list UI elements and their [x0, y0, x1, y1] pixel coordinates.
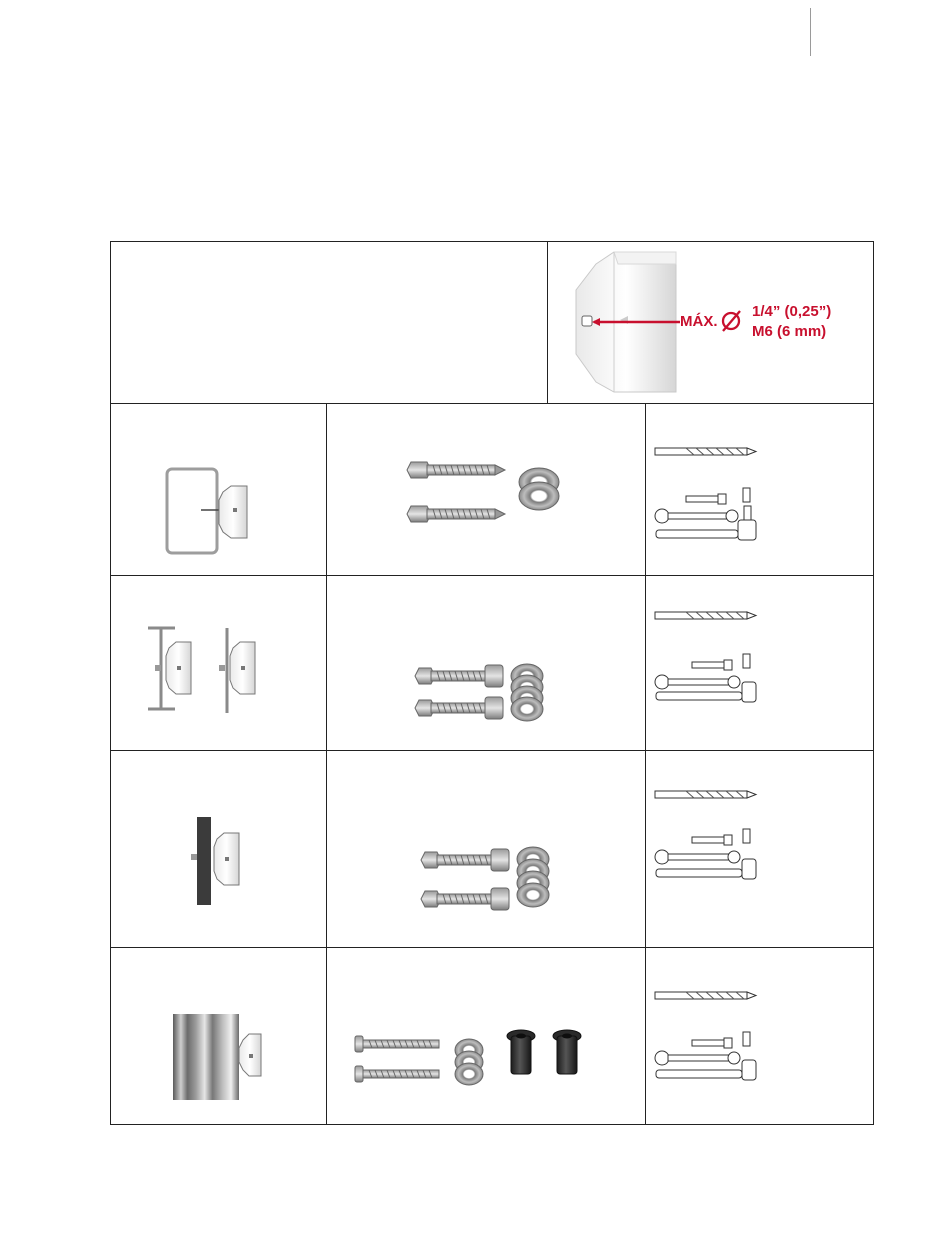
- screw-icon: [407, 462, 505, 478]
- size-imperial: 1/4” (0,25”): [752, 303, 832, 320]
- socket-icon: [686, 488, 750, 504]
- bracket-icon: [239, 1034, 261, 1076]
- bolt-icon: [355, 1066, 439, 1082]
- i-beam-mount: [111, 576, 326, 750]
- max-label: MÁX.: [680, 313, 718, 330]
- drill-bit-icon: [655, 992, 756, 999]
- size-metric: M6 (6 mm): [752, 323, 827, 340]
- tools-set: [646, 948, 873, 1124]
- socket-icon: [692, 654, 750, 670]
- bolt-icon: [415, 697, 503, 719]
- bracket-icon: [214, 833, 239, 885]
- bracket-icon: [166, 642, 191, 694]
- hole-size-detail: [548, 242, 873, 403]
- pipe-mount: [111, 948, 326, 1124]
- self-drilling-screws-with-washers: [327, 404, 645, 575]
- tools-set: [646, 751, 873, 947]
- socket-icon: [692, 829, 750, 845]
- wrench-icon: [655, 509, 738, 523]
- bolt-icon: [421, 849, 509, 871]
- ratchet-icon: [656, 506, 756, 540]
- rubber-grommet-icon: [553, 1030, 581, 1074]
- hex-bolts-nuts-washers: [327, 751, 645, 947]
- washer-icon: [455, 1039, 483, 1085]
- tools-set: [646, 404, 873, 575]
- bolts-washers-rubber-grommets: [327, 948, 645, 1124]
- bolt-icon: [355, 1036, 439, 1052]
- washer-icon: [519, 468, 559, 510]
- wrench-icon: [655, 850, 740, 864]
- drill-bit-icon: [655, 791, 756, 798]
- washer-icon: [517, 847, 549, 907]
- bolt-icon: [421, 888, 509, 910]
- wrench-icon: [655, 675, 740, 689]
- socket-icon: [692, 1032, 750, 1048]
- drill-bit-icon: [655, 612, 756, 619]
- pipe-icon: [173, 1014, 239, 1100]
- wrench-icon: [655, 1051, 740, 1065]
- ratchet-icon: [656, 859, 756, 879]
- tools-set: [646, 576, 873, 750]
- ratchet-icon: [656, 1060, 756, 1080]
- drill-bit-icon: [655, 448, 756, 455]
- bolt-icon: [415, 665, 503, 687]
- rubber-grommet-icon: [507, 1030, 535, 1074]
- box-beam-mount: [111, 404, 326, 575]
- hex-bolts-nuts-washers: [327, 576, 645, 750]
- flat-bar-mount: [111, 751, 326, 947]
- screw-icon: [407, 506, 505, 522]
- bracket-icon: [219, 486, 247, 538]
- bracket-icon: [230, 642, 255, 694]
- washer-icon: [511, 664, 543, 721]
- page-edge-rule: [810, 8, 811, 56]
- hardware-table: [110, 241, 874, 1125]
